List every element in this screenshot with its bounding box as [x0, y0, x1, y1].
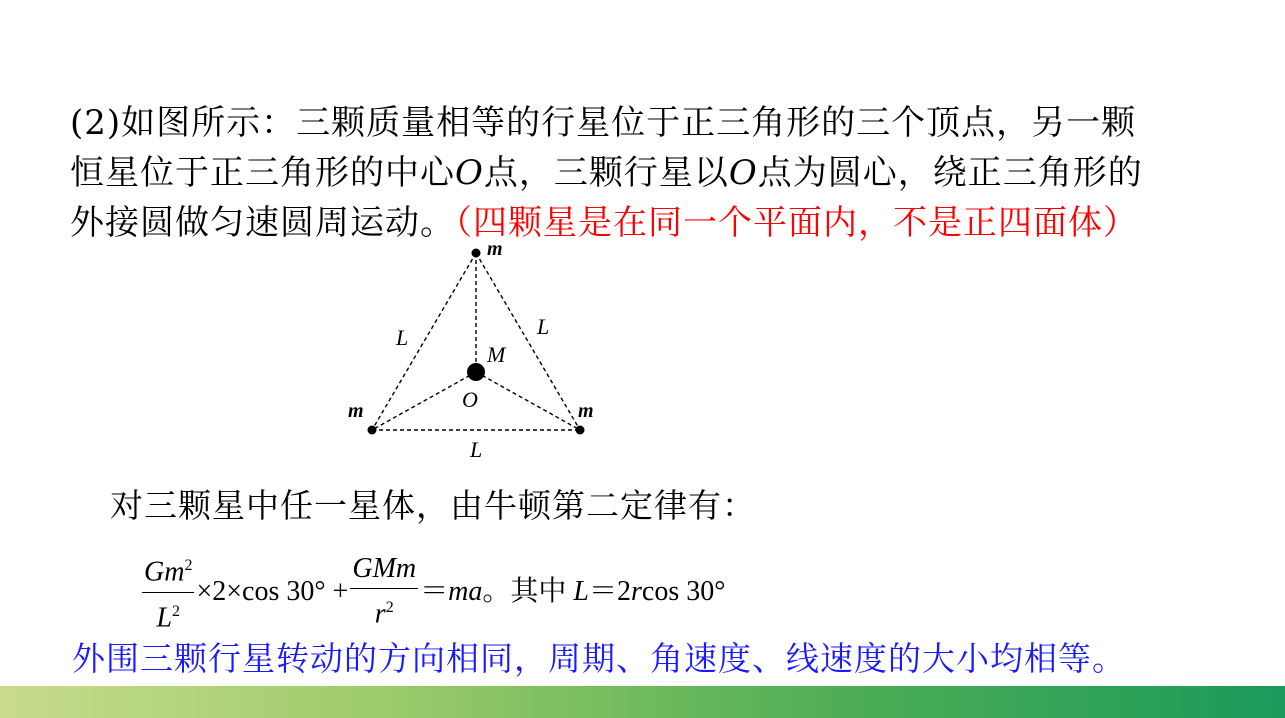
tail-r: r — [630, 576, 642, 607]
formula-middle: ×2×cos 30° + — [196, 576, 349, 607]
f1-num-exp: 2 — [184, 557, 193, 575]
paragraph-line-1: (2)如图所示：三颗质量相等的行星位于正三角形的三个顶点，另一颗 — [70, 103, 1137, 143]
side-left — [372, 253, 476, 430]
fraction-gmm-over-r2 — [350, 552, 418, 631]
equation — [140, 552, 725, 632]
label-O: O — [462, 387, 478, 412]
radius-right — [476, 372, 580, 430]
label-M: M — [487, 342, 506, 367]
fraction-2-numerator: GMm — [350, 552, 418, 589]
f1-den-exp: 2 — [172, 602, 181, 620]
footer-gradient-bar — [0, 686, 1285, 718]
center-label-o-2: O — [728, 153, 758, 193]
planet-left — [368, 426, 377, 435]
tail-b: ＝2 — [588, 576, 631, 607]
fraction-1-denominator — [156, 593, 180, 635]
fraction-1-numerator — [142, 549, 194, 592]
center-label-o-1: O — [455, 153, 484, 193]
f2-den-exp: 2 — [385, 599, 394, 617]
star-center — [467, 363, 485, 381]
paragraph-line-3 — [70, 198, 1250, 248]
triangle-diagram-svg — [340, 235, 630, 470]
paragraph-line-2-part-a: 恒星位于正三角形的中心 — [70, 153, 455, 193]
problem-paragraph — [70, 98, 1250, 248]
planet-top — [472, 249, 481, 258]
paragraph-line-2-part-c: 点为圆心，绕正三角形的 — [757, 153, 1143, 193]
label-left-L: L — [396, 325, 409, 350]
rhs-ma: ma — [448, 576, 483, 607]
fraction-gm2-over-l2 — [142, 549, 194, 635]
tail-c: cos 30° — [641, 576, 726, 607]
conclusion-text: 外围三颗行星转动的方向相同，周期、角速度、线速度的大小均相等。 — [72, 639, 1126, 678]
tail-L: L — [573, 576, 589, 607]
paragraph-line-3-black: 外接圆做匀速圆周运动。 — [70, 203, 455, 243]
paragraph-line-2-part-b: 点，三颗行星以 — [483, 153, 729, 193]
formula-equals: ＝ — [420, 576, 449, 607]
f2-den-text: r — [374, 598, 386, 630]
label-right-L: L — [537, 314, 550, 339]
f1-den-text: L — [156, 601, 173, 633]
red-note: （四颗星是在同一个平面内，不是正四面体） — [455, 203, 1138, 243]
f1-num-text: Gm — [144, 556, 185, 588]
label-top-m: m — [487, 238, 503, 260]
triangle-diagram — [340, 235, 630, 470]
label-right-m: m — [578, 400, 594, 422]
radius-left — [372, 372, 476, 430]
paragraph-line-2 — [70, 148, 1250, 198]
formula-tail — [482, 575, 725, 609]
newton-statement: 对三颗星中任一星体，由牛顿第二定律有： — [110, 486, 756, 525]
planet-right — [576, 426, 585, 435]
formula-rhs — [448, 575, 482, 609]
tail-a: 。其中 — [482, 576, 574, 607]
label-bottom-L: L — [470, 437, 483, 462]
label-left-m: m — [348, 400, 364, 422]
fraction-2-denominator — [375, 589, 394, 631]
